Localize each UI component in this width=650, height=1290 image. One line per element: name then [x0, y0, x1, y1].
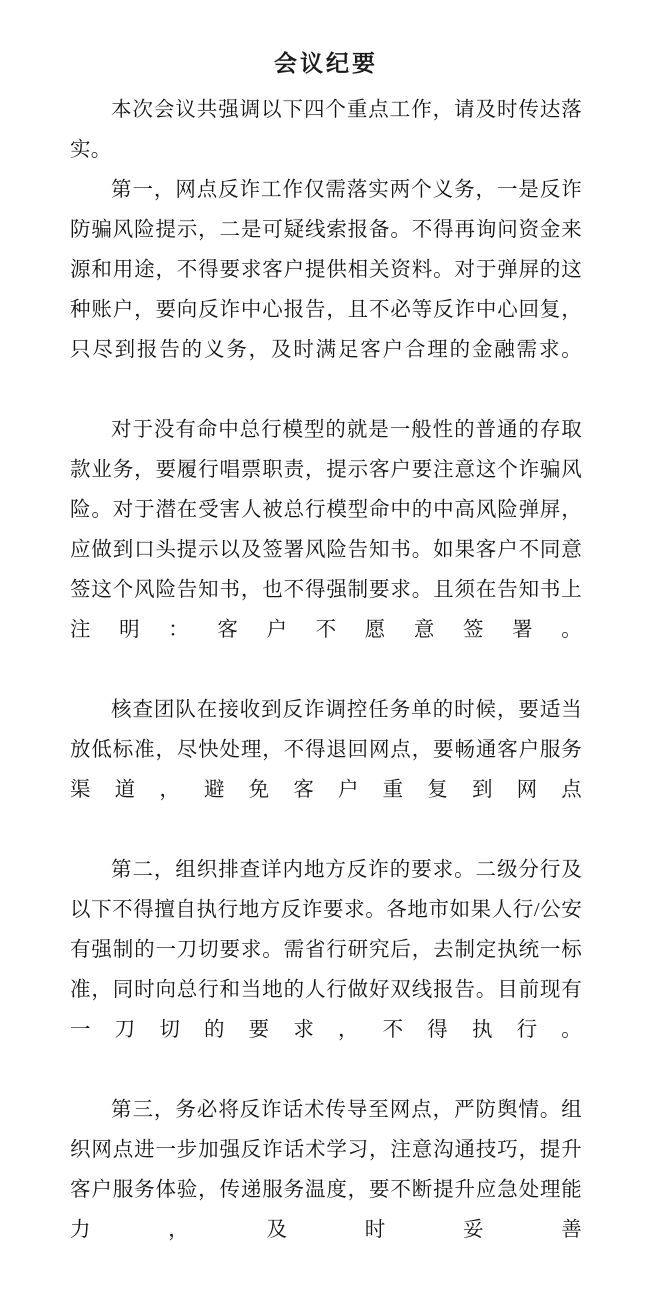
paragraph-intro: 本次会议共强调以下四个重点工作，请及时传达落实。 — [70, 99, 582, 161]
document-body — [70, 44, 582, 1290]
paragraph-review-team: 核查团队在接收到反诈调控任务单的时候，要适当放低标准，尽快处理，不得退回网点，要畅通客户服务渠道，避免客户重复到网点 — [70, 699, 582, 801]
paragraph-point-three: 第三，务必将反诈话术传导至网点，严防舆情。组织网点进一步加强反诈话术学习，注意沟通技巧，提升客户服务体验，传递服务温度，要不断提升应急处理能力，及时妥善 — [70, 1099, 582, 1241]
paragraph-point-one-detail: 对于没有命中总行模型的就是一般性的普通的存取款业务，要履行唱票职责，提示客户要注意这个诈骗风险。对于潜在受害人被总行模型命中的中高风险弹屏，应做到口头提示以及签署风险告知书。如果客户不同意签这个风险告知书，也不得强制要求。且须在告知书上注明：客户不愿意签署。 — [70, 419, 582, 641]
paragraph-point-two: 第二，组织排查详内地方反诈的要求。二级分行及以下不得擅自执行地方反诈要求。各地市如果人行/公安有强制的一刀切要求。需省行研究后，去制定执统一标准，同时向总行和当地的人行做好双线报告。目前现有一刀切的要求，不得执行。 — [70, 859, 582, 1041]
paragraph-point-one: 第一，网点反诈工作仅需落实两个义务，一是反诈防骗风险提示，二是可疑线索报备。不得再询问资金来源和用途，不得要求客户提供相关资料。对于弹屏的这种账户，要向反诈中心报告，且不必等反诈中心回复，只尽到报告的义务，及时满足客户合理的金融需求。 — [70, 179, 582, 361]
page-title: 会议纪要 — [274, 51, 378, 76]
